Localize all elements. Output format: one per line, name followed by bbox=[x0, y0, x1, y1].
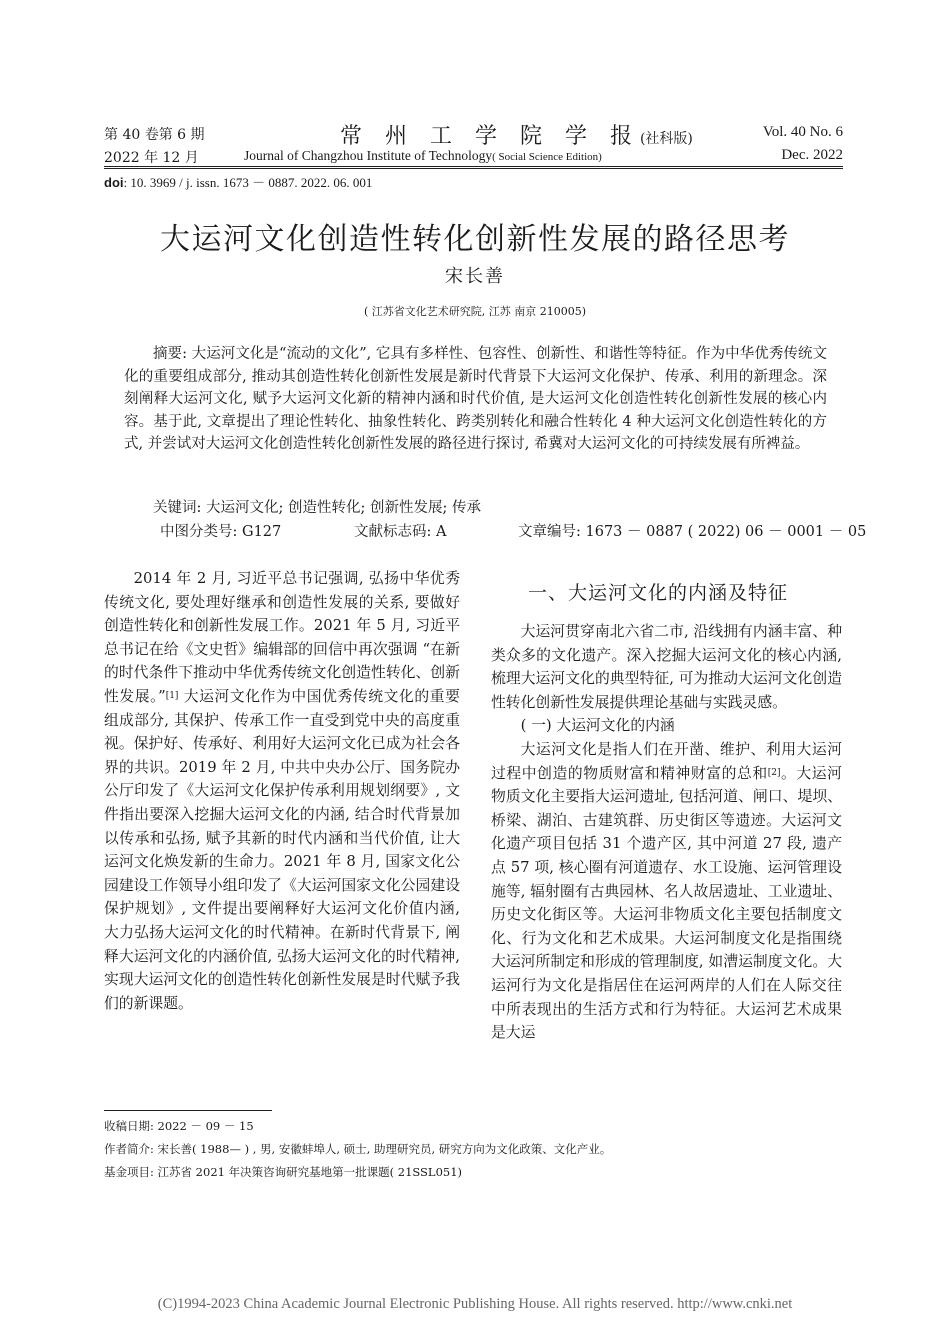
author-affiliation: ( 江苏省文化艺术研究院, 江苏 南京 210005) bbox=[363, 305, 587, 318]
intro-paragraph bbox=[104, 567, 460, 1015]
doi-value: : 10. 3969 / j. issn. 1673 － 0887. 2022. 06. 001 bbox=[123, 175, 373, 190]
volume-issue-cn: 第 40 卷第 6 期 bbox=[104, 127, 205, 143]
copyright-line: (C)1994-2023 China Academic Journal Electronic Publishing House. All rights reserved. http://www.cnki.net bbox=[157, 1296, 793, 1312]
left-column bbox=[104, 567, 460, 1015]
citation-ref: [1] bbox=[165, 690, 179, 701]
received-date: 收稿日期: 2022 － 09 － 15 bbox=[104, 1119, 254, 1133]
header-rule bbox=[104, 166, 843, 167]
volume-issue-en: Vol. 40 No. 6 bbox=[762, 124, 843, 140]
right-column bbox=[491, 620, 842, 1045]
journal-title-cn-main: 常 州 工 学 院 学 报 bbox=[340, 124, 640, 149]
journal-title-cn-sub: (社科版) bbox=[639, 131, 693, 147]
header-rule-2 bbox=[104, 168, 843, 169]
article-number: 文章编号: 1673 － 0887 ( 2022) 06 － 0001 － 05 bbox=[518, 524, 867, 540]
issue-date-cn: 2022 年 12 月 bbox=[104, 150, 199, 166]
keywords: 关键词: 大运河文化; 创造性转化; 创新性发展; 传承 bbox=[153, 500, 481, 516]
abstract: 摘要: 大运河文化是“流动的文化”, 它具有多样性、包容性、创新性、和谐性等特征。作为中华优秀传统文化的重要组成部分, 推动其创造性转化创新性发展是新时代背景下大运河文化保护、传承、利用的新理念。深刻阐释大运河文化, 赋予大运河文化新的精神内涵和时代价值, 是大运河文化创造性转化创新性发展的核心内容。基于此, 文章提出了理论性转化、抽象性转化、跨类别转化和融合性转化 4 种大运河文化创造性转化的方式, 并尝试对大运河文化创造性转化创新性发展的路径进行探讨, 希冀对大运河文化的可持续发展有所裨益。 bbox=[124, 346, 827, 453]
definition-paragraph bbox=[491, 738, 842, 1045]
section-paragraph: 大运河贯穿南北六省二市, 沿线拥有内涵丰富、种类众多的文化遗产。深入挖掘大运河文化的核心内涵, 梳理大运河文化的典型特征, 可为推动大运河文化创造性转化创新性发展提供理论基础与实践灵感。 bbox=[491, 623, 842, 711]
journal-title-cn bbox=[340, 119, 693, 150]
author-name: 宋长善 bbox=[445, 266, 505, 287]
document-code: 文献标志码: A bbox=[354, 524, 447, 540]
definition-text-b: 。大运河物质文化主要指大运河遗址, 包括河道、闸口、堤坝、桥梁、湖泊、古建筑群、历史街区等遗迹。大运河文化遗产项目包括 31 个遗产区, 其中河道 27 段, 遗产点 57 项, 核心圈有河道遗存、水工设施、运河管理设施等, 辐射圈有古典园林、名人故居遗址、工业遗址、历史文化街区等。大运河非物质文化主要包括制度文化、行为文化和艺术成果。大运河制度文化是指围绕大运河所制定和形成的管理制度, 如漕运制度文化。大运河行为文化是指居住在运河两岸的人们在人际交往中所表现出的生活方式和行为特征。大运河艺术成果是大运 bbox=[491, 764, 842, 1042]
author-bio: 作者简介: 宋长善( 1988— ) , 男, 安徽蚌埠人, 硕士, 助理研究员, 研究方向为文化政策、文化产业。 bbox=[104, 1142, 612, 1156]
section-heading: 一、大运河文化的内涵及特征 bbox=[528, 582, 789, 604]
article-title: 大运河文化创造性转化创新性发展的路径思考 bbox=[160, 222, 790, 257]
footnote-rule bbox=[104, 1110, 272, 1111]
intro-text-b: 大运河文化作为中国优秀传统文化的重要组成部分, 其保护、传承工作一直受到党中央的高度重视。保护好、传承好、利用好大运河文化已成为社会各界的共识。2019 年 2 月, 中共中央办公厅、国务院办公厅印发了《大运河文化保护传承利用规划纲要》, 文件指出要深入挖掘大运河文化的内涵, 结合时代背景加以传承和弘扬, 赋予其新的时代内涵和当代价值, 让大运河文化焕发新的生命力。2021 年 8 月, 国家文化公园建设工作领导小组印发了《大运河国家文化公园建设保护规划》, 文件提出要阐释好大运河文化价值内涵, 大力弘扬大运河文化的时代精神。在新时代背景下, 阐释大运河文化的内涵价值, 弘扬大运河文化的时代精神, 实现大运河文化的创造性转化创新性发展是时代赋予我们的新课题。 bbox=[104, 687, 460, 1012]
journal-title-en bbox=[244, 148, 602, 164]
definition-text-a: 大运河文化是指人们在开凿、维护、利用大运河过程中创造的物质财富和精神财富的总和 bbox=[491, 740, 842, 782]
intro-text-a: 2014 年 2 月, 习近平总书记强调, 弘扬中华优秀传统文化, 要处理好继承和创造性发展的关系, 要做好创造性转化和创新性发展工作。2021 年 5 月, 习近平总书记在给《文史哲》编辑部的回信中再次强调 “在新的时代条件下推动中华优秀传统文化创造性转化、创新性发展。” bbox=[104, 570, 460, 705]
journal-title-en-sub: ( Social Science Edition) bbox=[492, 151, 602, 163]
funding-note: 基金项目: 江苏省 2021 年决策咨询研究基地第一批课题( 21SSL051) bbox=[104, 1165, 463, 1179]
classification-number: 中图分类号: G127 bbox=[160, 524, 282, 540]
journal-title-en-main: Journal of Changzhou Institute of Technology bbox=[244, 148, 493, 163]
doi bbox=[104, 172, 372, 191]
doi-label: doi bbox=[104, 175, 124, 190]
issue-date-en: Dec. 2022 bbox=[781, 147, 843, 163]
citation-ref-2: [2] bbox=[767, 767, 781, 778]
subsection-heading: ( 一) 大运河文化的内涵 bbox=[520, 717, 675, 735]
